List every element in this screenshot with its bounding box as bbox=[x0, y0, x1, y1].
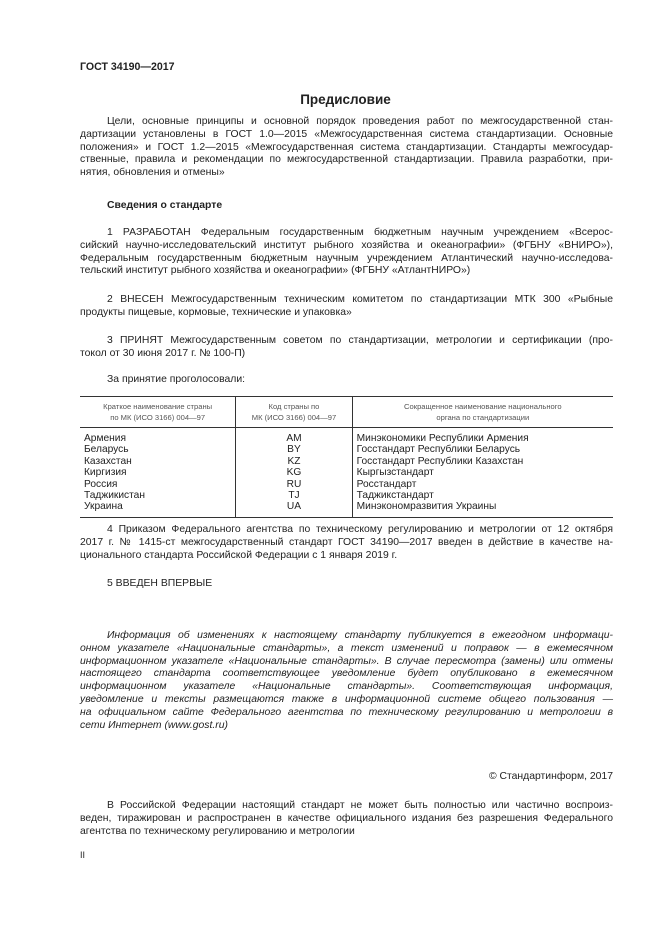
table-row bbox=[80, 456, 613, 467]
header-line: по МК (ИСО 3166) 004—97 bbox=[110, 413, 206, 422]
table-row bbox=[80, 467, 613, 478]
text-line: настоящего стандарта соответствующее уведомление будет опубликовано в ежемесячном bbox=[80, 668, 613, 680]
table-row bbox=[80, 479, 613, 490]
text-line: веден, тиражирован и распространен в качестве официального издания без разрешения Федерального bbox=[80, 812, 613, 824]
country-name: Казахстан bbox=[84, 455, 132, 467]
column-header bbox=[352, 397, 613, 428]
text-line: 2017 г. № 1415-ст межгосударственный стандарт ГОСТ 34190—2017 введен в действие в качестве на- bbox=[80, 536, 613, 548]
text-line: дартизации установлены в ГОСТ 1.0—2015 «Межгосударственная система стандартизации. Основные bbox=[80, 128, 613, 140]
intro-paragraph bbox=[80, 116, 613, 180]
country-code: KG bbox=[236, 467, 352, 478]
table-row bbox=[80, 501, 613, 517]
item-adopted bbox=[80, 335, 613, 361]
text-line: 2 ВНЕСЕН Межгосударственным техническим комитетом по стандартизации МТК 300 «Рыбные bbox=[107, 294, 613, 305]
text-line: нятия, обновления и отмены» bbox=[80, 167, 225, 179]
item-order bbox=[80, 524, 613, 562]
text-line: сийский научно-исследовательский институт рыбного хозяйства и океанографии» (ФГБНУ «ВНИРО»), bbox=[80, 239, 613, 251]
text-line: онном указателе «Национальные стандарты», а текст изменений и поправок — в ежемесячном bbox=[80, 642, 613, 654]
standards-body: Минэкономразвития Украины bbox=[352, 501, 613, 517]
voting-countries-table bbox=[80, 396, 613, 518]
country-name: Беларусь bbox=[84, 444, 129, 456]
standards-body: Росстандарт bbox=[352, 479, 613, 490]
section-heading: Сведения о стандарте bbox=[107, 200, 223, 211]
table-row bbox=[80, 444, 613, 455]
text-line: 1 РАЗРАБОТАН Федеральным государственным бюджетным научным учреждением «Всерос- bbox=[107, 227, 613, 238]
text-line: информационном указателе «Национальные стандарты». Соответствующая информация, bbox=[80, 681, 613, 693]
text-line: токол от 30 июня 2017 г. № 100-П) bbox=[80, 347, 246, 359]
text-line: сети Интернет (www.gost.ru) bbox=[80, 719, 228, 731]
column-header bbox=[236, 397, 352, 428]
text-line: Федеральным государственным бюджетным научным учреждением Атлантический научно-исследова- bbox=[80, 252, 613, 264]
header-line: Код страны по bbox=[268, 402, 320, 411]
standards-body: Минэкономики Республики Армения bbox=[352, 428, 613, 445]
text-line: 4 Приказом Федерального агентства по техническому регулированию и метрологии от 12 октября bbox=[107, 524, 613, 535]
text-line: Цели, основные принципы и основной порядок проведения работ по межгосударственной стан- bbox=[107, 116, 613, 127]
table-row bbox=[80, 490, 613, 501]
country-name: Армения bbox=[84, 433, 126, 444]
header-line: МК (ИСО 3166) 004—97 bbox=[251, 413, 337, 422]
info-paragraph bbox=[80, 630, 613, 732]
text-line: ционального стандарта Российской Федерации с 1 января 2019 г. bbox=[80, 549, 398, 561]
text-line: на официальном сайте Федерального агентства по техническому регулированию и метрологии в bbox=[80, 706, 613, 718]
text-line: агентства по техническому регулированию и метрологии bbox=[80, 825, 355, 837]
country-name: Таджикистан bbox=[84, 490, 145, 502]
text-line: положения» и ГОСТ 1.2—2015 «Межгосударственная система стандартизации. Стандарты межгосудар- bbox=[80, 141, 613, 153]
text-line: Информация об изменениях к настоящему стандарту публикуется в ежегодном информаци- bbox=[107, 630, 613, 641]
item-introduced bbox=[80, 294, 613, 320]
standards-body: Госстандарт Республики Казахстан bbox=[352, 456, 613, 467]
item-first-introduced: 5 ВВЕДЕН ВПЕРВЫЕ bbox=[107, 578, 213, 589]
country-code: KZ bbox=[236, 456, 352, 467]
text-line: В Российской Федерации настоящий стандарт не может быть полностью или частично воспроиз- bbox=[107, 800, 613, 811]
country-name: Россия bbox=[84, 478, 118, 490]
text-line: 3 ПРИНЯТ Межгосударственным советом по стандартизации, метрологии и сертификации (про- bbox=[107, 335, 613, 346]
country-code: UA bbox=[236, 501, 352, 517]
standards-body: Госстандарт Республики Беларусь bbox=[352, 444, 613, 455]
copyright: © Стандартинформ, 2017 bbox=[488, 771, 613, 782]
country-code: RU bbox=[236, 479, 352, 490]
text-line: продукты пищевые, кормовые, технические и упаковка» bbox=[80, 306, 352, 318]
table-row bbox=[80, 428, 613, 445]
text-line: уведомление и тексты размещаются также в информационной системе общего пользования — bbox=[80, 693, 613, 705]
country-name: Киргизия bbox=[84, 467, 127, 479]
country-code: BY bbox=[236, 444, 352, 455]
country-code: TJ bbox=[236, 490, 352, 501]
standards-body: Таджикстандарт bbox=[352, 490, 613, 501]
text-line: ственные, правила и рекомендации по межгосударственной стандартизации. Правила разработки, при- bbox=[80, 154, 613, 166]
rights-paragraph bbox=[80, 800, 613, 838]
page-title: Предисловие bbox=[300, 92, 391, 107]
text-line: информационном указателе «Национальные стандарты». В случае пересмотра (замены) или отмены bbox=[80, 655, 613, 667]
document-header: ГОСТ 34190—2017 bbox=[80, 61, 175, 73]
country-name: Украина bbox=[80, 501, 236, 517]
page-number: II bbox=[80, 850, 86, 860]
text-line: тельский институт рыбного хозяйства и океанографии» (ФГБНУ «АтлантНИРО») bbox=[80, 265, 471, 277]
standards-body: Кыргызстандарт bbox=[352, 467, 613, 478]
header-line: органа по стандартизации bbox=[436, 413, 530, 422]
country-code: AM bbox=[236, 428, 352, 445]
column-header bbox=[80, 397, 236, 428]
item-developed bbox=[80, 227, 613, 278]
header-line: Краткое наименование страны bbox=[103, 402, 213, 411]
header-line: Сокращенное наименование национального bbox=[404, 402, 562, 411]
voted-label: За принятие проголосовали: bbox=[107, 374, 246, 385]
